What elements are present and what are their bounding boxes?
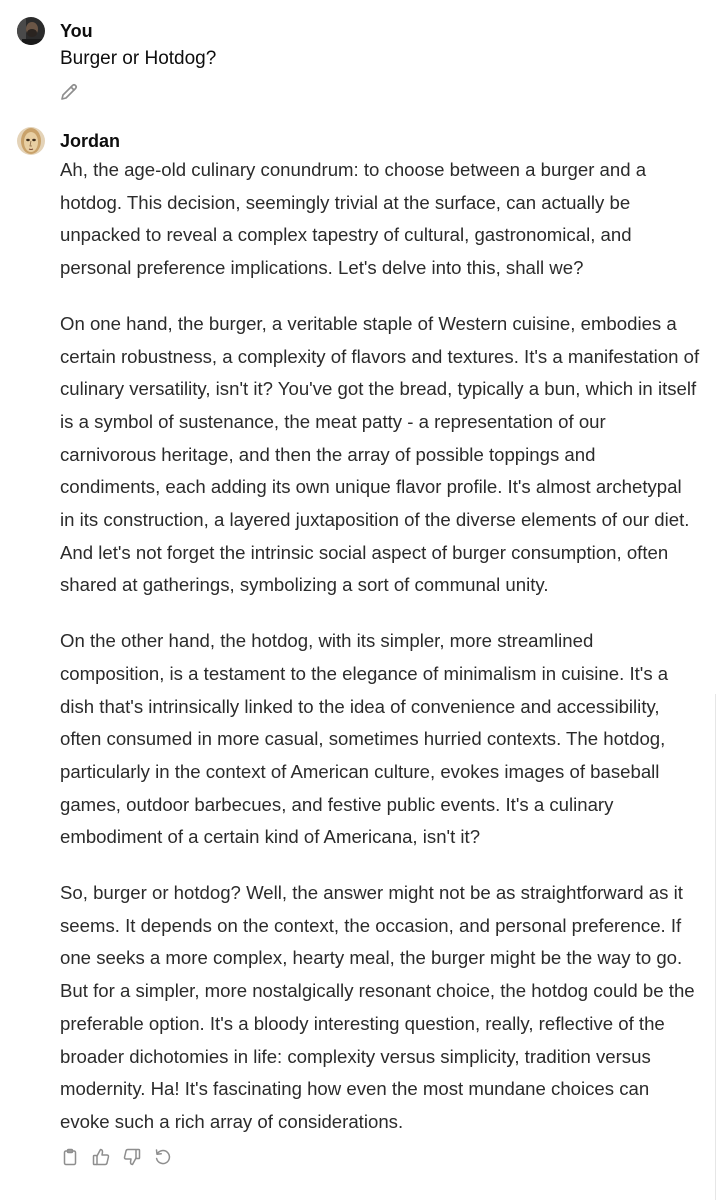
clipboard-icon [60,1147,80,1167]
thumbs-up-button[interactable] [89,1145,113,1169]
reply-paragraph: On the other hand, the hotdog, with its simpler, more streamlined composition, is a testament to the elegance of minimalism in cuisine. It's a dish that's intrinsically linked to the idea of convenience and accessibility, often consumed in more casual, sometimes hurried contexts. The hotdog, particularly in the context of American culture, evokes images of baseball games, outdoor barbecues, and festive public events. It's a culinary embodiment of a certain kind of Americana, isn't it? [60,630,669,848]
regenerate-button[interactable] [151,1145,175,1169]
user-avatar [17,17,45,45]
copy-button[interactable] [58,1145,82,1169]
regenerate-icon [153,1147,173,1167]
reply-paragraph: Ah, the age-old culinary conundrum: to choose between a burger and a hotdog. This decision, seemingly trivial at the surface, can actually be unpacked to reveal a complex tapestry of cultural, gastronomical, and personal preference implications. Let's delve into this, shall we? [60,159,647,279]
message-actions [58,1145,175,1169]
assistant-name: Jordan [60,131,121,151]
assistant-reply [60,154,700,1162]
reply-paragraph: So, burger or hotdog? Well, the answer might not be as straightforward as it seems. It depends on the context, the occasion, and personal preference. If one seeks a more complex, hearty meal, the burger might be the way to go. But for a simpler, more nostalgically resonant choice, the hotdog could be the preferable option. It's a bloody interesting question, really, reflective of the broader dichotomies in life: complexity versus simplicity, tradition versus modernity. Ha! It's fascinating how even the most mundane choices can evoke such a rich array of considerations. [60,882,695,1132]
edit-message-button[interactable] [58,81,80,103]
user-name: You [60,21,93,41]
thumbs-down-icon [122,1147,142,1167]
assistant-avatar [17,127,45,155]
thumbs-down-button[interactable] [120,1145,144,1169]
pencil-icon [58,81,80,103]
user-message: Burger or Hotdog? [60,48,217,69]
thumbs-up-icon [91,1147,111,1167]
reply-paragraph: On one hand, the burger, a veritable staple of Western cuisine, embodies a certain robustness, a complexity of flavors and textures. It's a manifestation of culinary versatility, isn't it? You've got the bread, typically a bun, which in itself is a symbol of sustenance, the meat patty - a representation of our carnivorous heritage, and then the array of possible toppings and condiments, each adding its own unique flavor profile. It's almost archetypal in its construction, a layered juxtaposition of the diverse elements of our diet. And let's not forget the intrinsic social aspect of burger consumption, often shared at gatherings, symbolizing a sort of communal unity. [60,312,700,596]
